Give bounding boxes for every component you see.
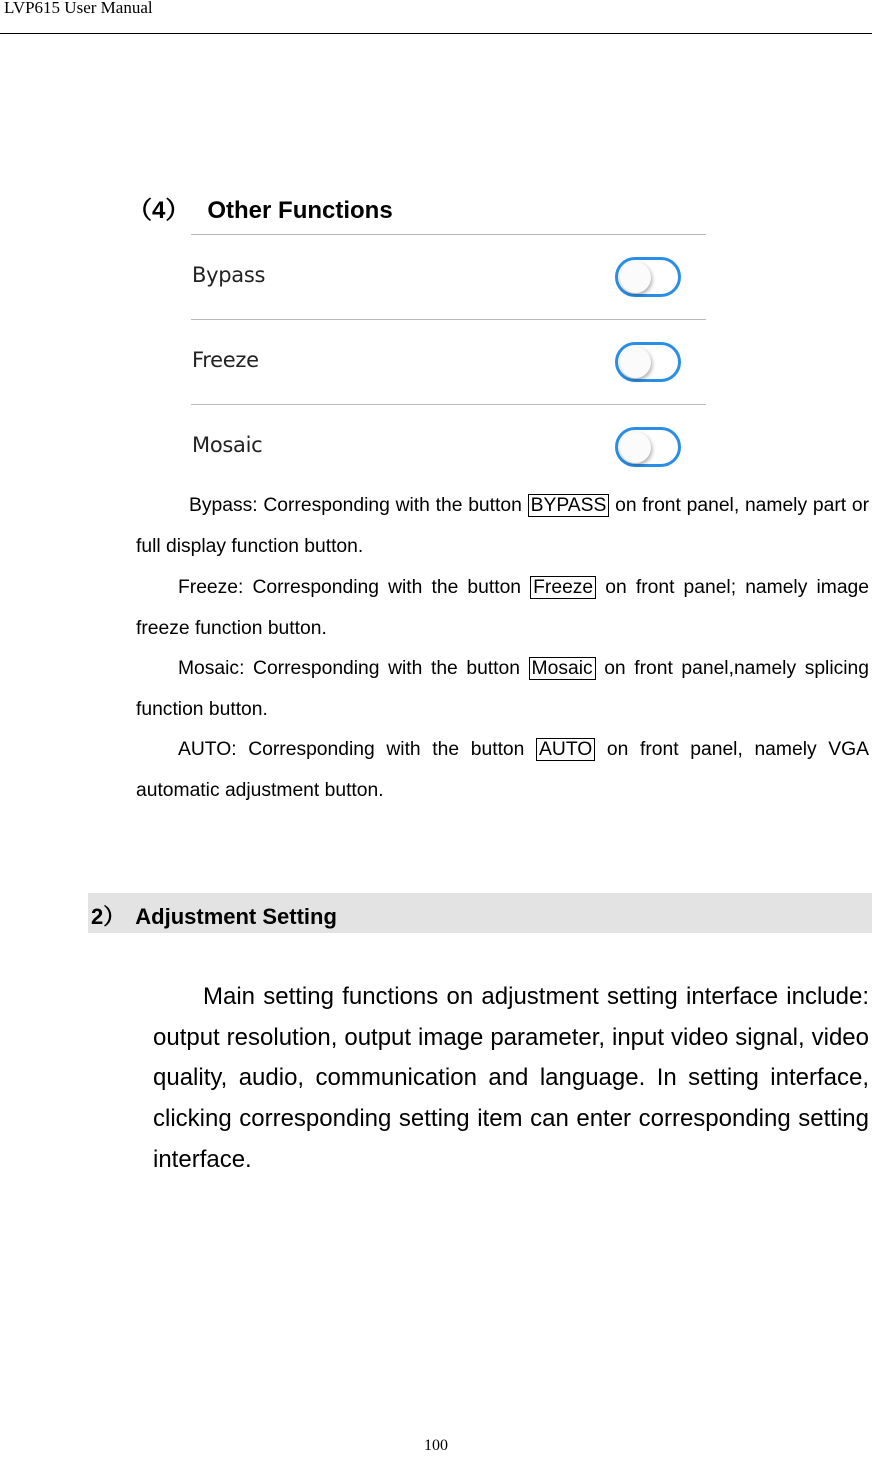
setting-row-mosaic — [191, 404, 706, 489]
body-text: Main setting functions on adjustment setting interface include: output resolution, output image parameter, input video signal, video quality, audio, communication and language. In setting interface, clicking corresponding setting item can enter corresponding setting interface. — [153, 983, 869, 1173]
setting-label: Mosaic — [192, 433, 263, 457]
desc-text: AUTO: Corresponding with the button — [178, 739, 537, 760]
auto-description — [136, 730, 869, 811]
desc-text: on front panel, namely VGA automatic adjustment button. — [136, 739, 869, 801]
setting-label: Bypass — [192, 263, 266, 287]
page-header — [0, 0, 872, 34]
desc-text: on front panel; namely image freeze function button. — [136, 577, 869, 639]
toggle-knob — [620, 347, 651, 378]
page-number: 100 — [424, 1437, 448, 1454]
toggle-knob — [620, 262, 651, 293]
freeze-toggle[interactable] — [615, 342, 681, 382]
subheading-bar — [88, 893, 872, 933]
freeze-description — [136, 568, 869, 649]
toggle-knob — [620, 432, 651, 463]
auto-button-ref: AUTO — [536, 738, 595, 761]
bypass-button-ref: BYPASS — [528, 494, 610, 517]
desc-text: Mosaic: Corresponding with the button — [178, 658, 529, 679]
settings-list — [191, 234, 706, 489]
section-title — [128, 190, 393, 225]
subheading-number: 2） — [91, 904, 126, 929]
adjustment-description — [153, 977, 869, 1181]
freeze-button-ref: Freeze — [530, 576, 596, 599]
section-number: （4） — [128, 197, 190, 224]
mosaic-description — [136, 649, 869, 730]
header-title: LVP615 User Manual — [4, 0, 153, 17]
mosaic-toggle[interactable] — [615, 427, 681, 467]
bypass-toggle[interactable] — [615, 257, 681, 297]
subheading-title: Adjustment Setting — [135, 904, 337, 929]
desc-text: Freeze: Corresponding with the button — [178, 577, 531, 598]
desc-text: on front panel,namely splicing function button. — [136, 658, 869, 720]
desc-text: Bypass: Corresponding with the button — [189, 495, 528, 516]
desc-text: on front panel, namely part or full display function button. — [136, 495, 870, 557]
bypass-description — [136, 486, 869, 567]
setting-row-bypass — [191, 234, 706, 319]
setting-label: Freeze — [192, 348, 259, 372]
setting-row-freeze — [191, 319, 706, 404]
mosaic-button-ref: Mosaic — [529, 657, 596, 680]
section-title-text: Other Functions — [207, 197, 393, 224]
subheading — [91, 900, 337, 931]
